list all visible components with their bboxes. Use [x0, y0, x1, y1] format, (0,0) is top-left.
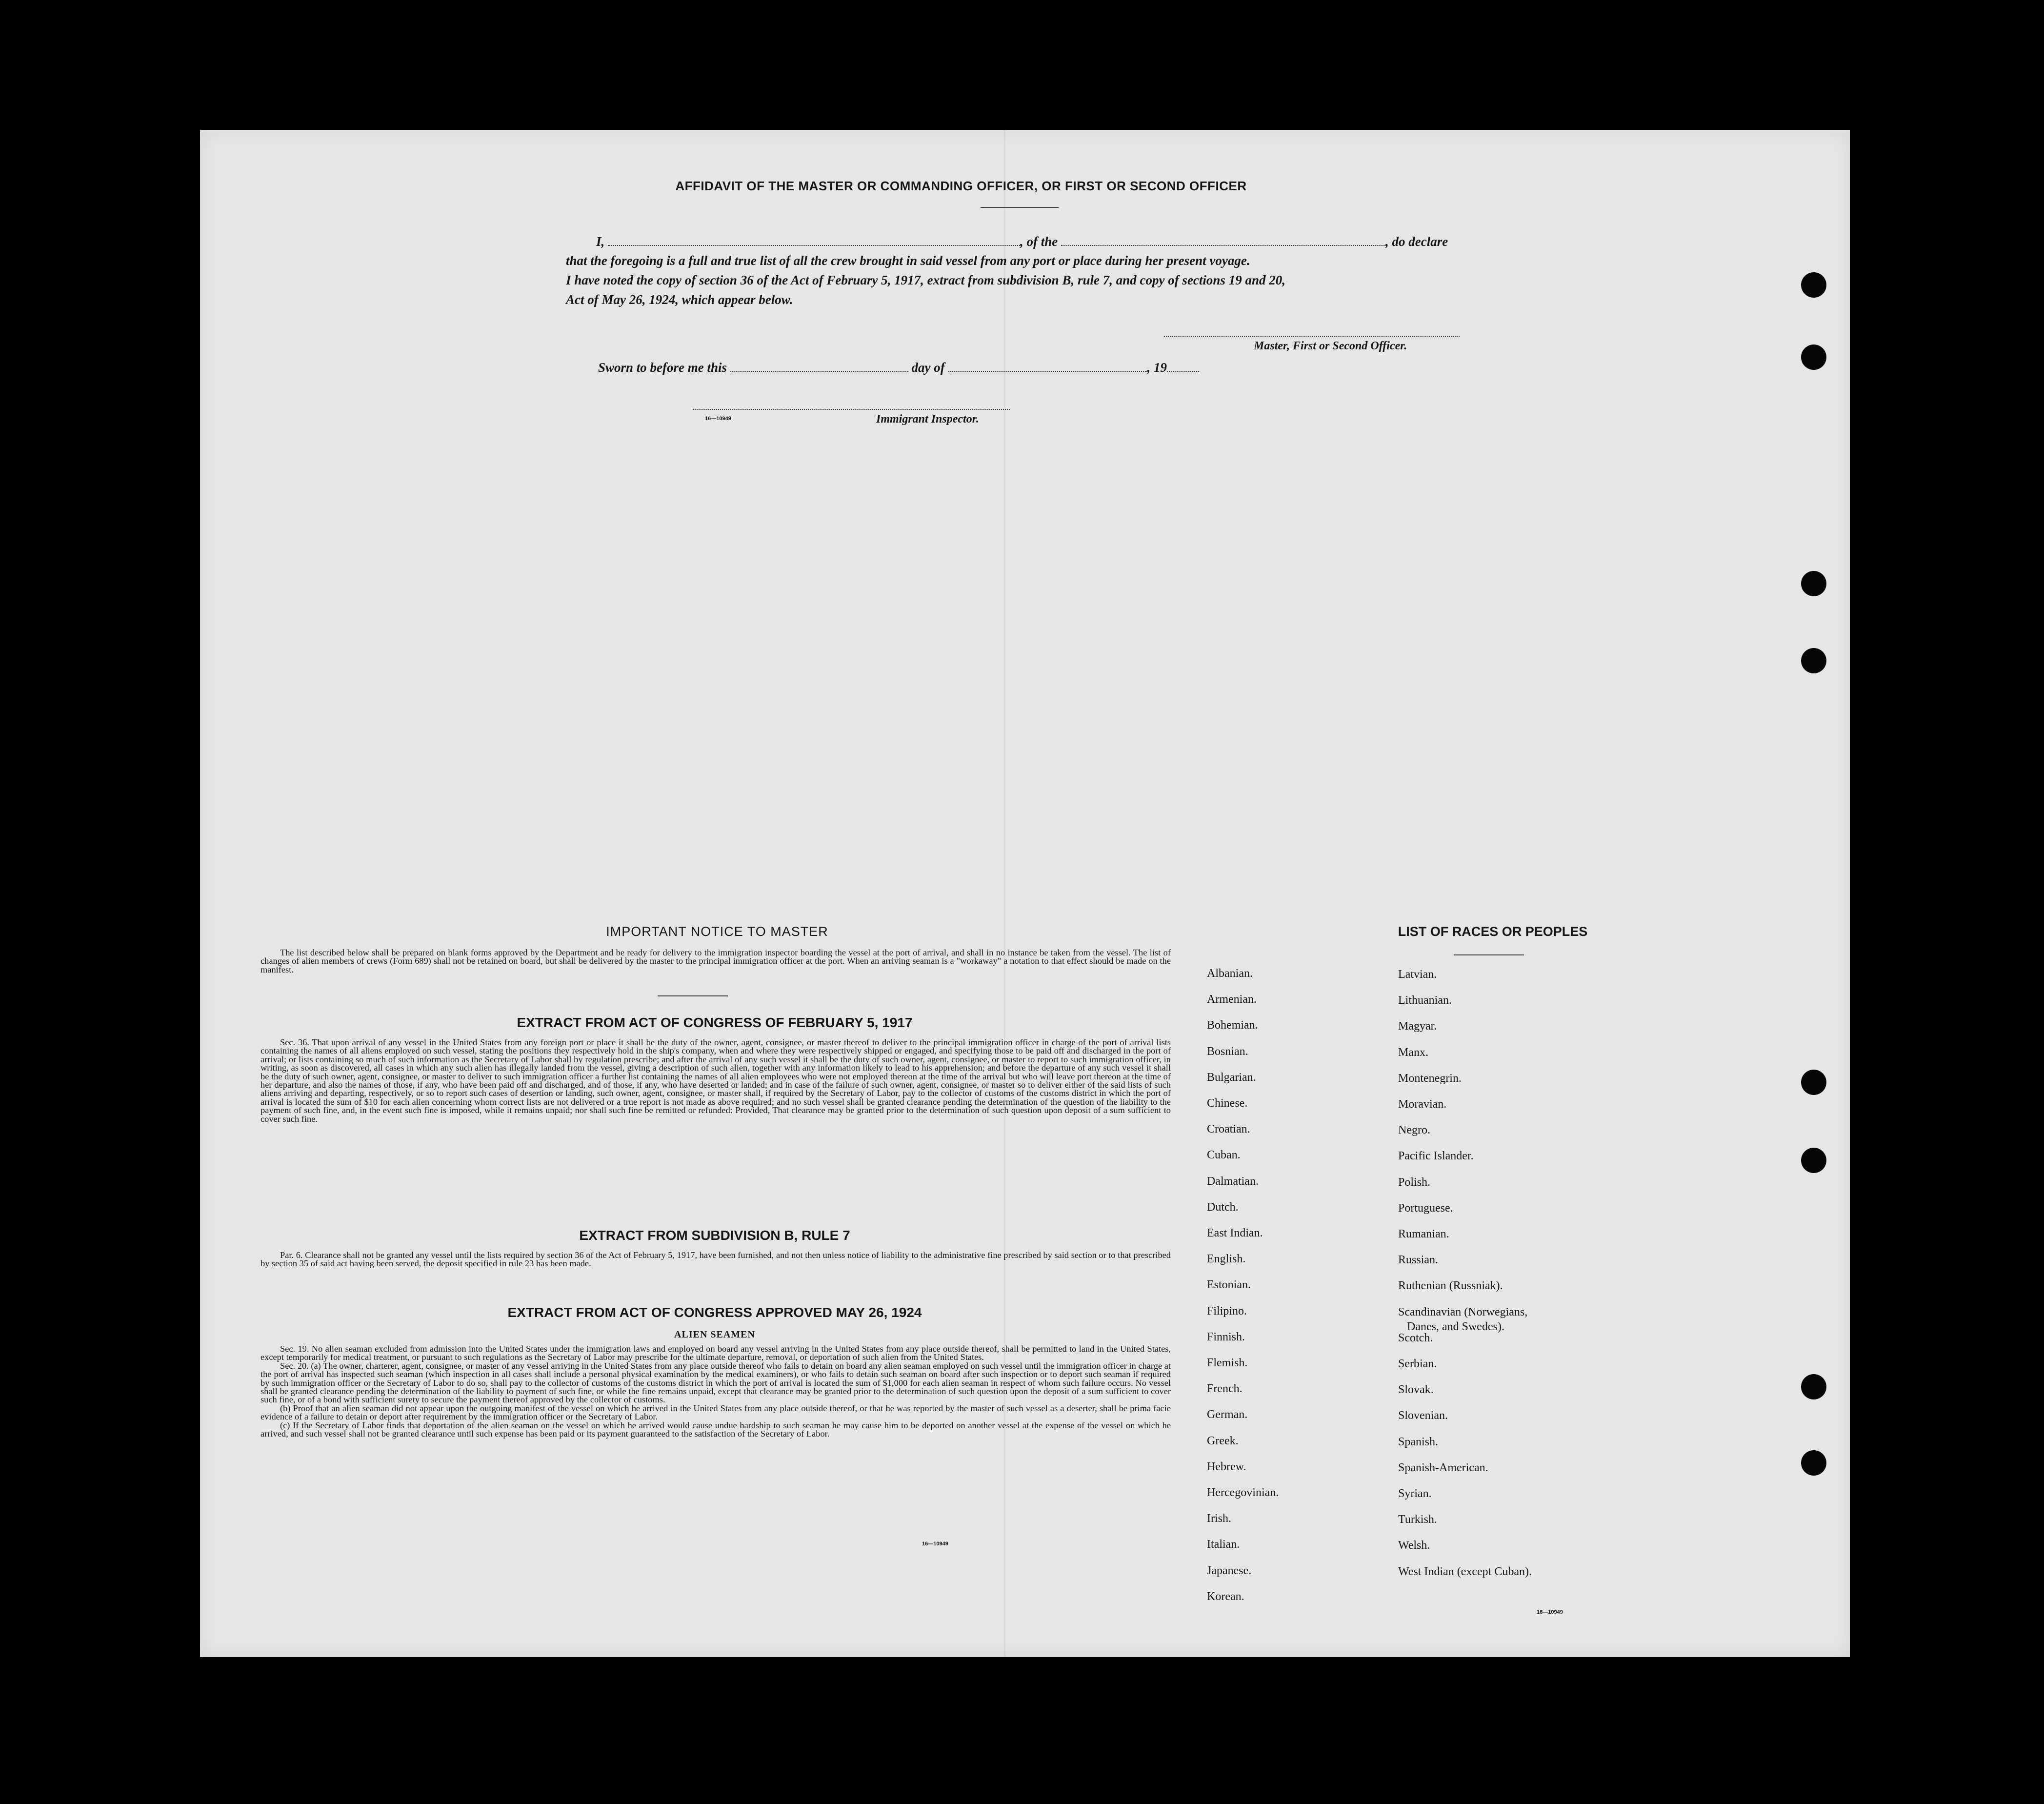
affidavit-line1	[596, 234, 1489, 249]
race-entry: Cuban.	[1207, 1149, 1241, 1162]
section-19-paragraph: Sec. 19. No alien seaman excluded from admission into the United States under the immigration laws and employed on board any vessel arriving in the United States from any place outside thereof, shall be permitted to land in the United States, except temporarily for medical treatment, or pursuant to such regulations as the Secretary of Labor may prescribe for the ultimate departure, removal, or deportation of such alien from the United States.	[261, 1344, 1171, 1362]
punch-hole	[1801, 571, 1826, 596]
vessel-field[interactable]	[1061, 245, 1385, 246]
races-title: LIST OF RACES OR PEOPLES	[1398, 924, 1588, 939]
race-entry: Hercegovinian.	[1207, 1486, 1279, 1499]
race-entry: Rumanian.	[1398, 1228, 1449, 1240]
punch-hole	[1801, 345, 1826, 370]
affidavit-title: AFFIDAVIT OF THE MASTER OR COMMANDING OFFICER, OR FIRST OR SECOND OFFICER	[675, 179, 1247, 193]
rule7-title: EXTRACT FROM SUBDIVISION B, RULE 7	[579, 1228, 850, 1243]
punch-hole	[1801, 1374, 1826, 1399]
race-entry: Greek.	[1207, 1434, 1239, 1447]
race-entry: Magyar.	[1398, 1020, 1437, 1033]
race-entry: Estonian.	[1207, 1278, 1251, 1292]
race-entry: Latvian.	[1398, 968, 1437, 981]
race-entry: Syrian.	[1398, 1487, 1432, 1500]
race-entry: Polish.	[1398, 1176, 1431, 1189]
punch-hole	[1801, 1070, 1826, 1095]
race-entry: Armenian.	[1207, 993, 1257, 1006]
sworn-year-field[interactable]	[1167, 371, 1199, 372]
race-entry: Korean.	[1207, 1590, 1244, 1603]
race-entry: Manx.	[1398, 1046, 1428, 1059]
form-number: 16—10949	[922, 1541, 948, 1547]
race-entry: Bohemian.	[1207, 1019, 1258, 1032]
race-entry: Turkish.	[1398, 1513, 1437, 1526]
punch-hole	[1801, 1148, 1826, 1173]
extract-1924-title: EXTRACT FROM ACT OF CONGRESS APPROVED MAY 26, 1924	[507, 1305, 922, 1320]
notice-paragraph: The list described below shall be prepared on blank forms approved by the Department and be ready for delivery to the immigration inspector boarding the vessel at the port of arrival, and shall in no instance be taken from the vessel. The list of changes of alien members of crews (Form 689) shall not be retained on board, but shall be delivered by the master to the principal immigration officer at the port. When an arriving seaman is a "workaway" a notation to that effect should be made on the manifest.	[261, 948, 1171, 974]
race-entry: East Indian.	[1207, 1227, 1263, 1239]
master-signature-label: Master, First or Second Officer.	[1254, 340, 1407, 352]
extract-1917-text	[261, 1038, 1171, 1123]
race-entry: Italian.	[1207, 1538, 1240, 1551]
race-entry: Ruthenian (Russniak).	[1398, 1279, 1503, 1293]
title-rule	[981, 207, 1059, 208]
race-entry: Irish.	[1207, 1512, 1231, 1525]
notice-text	[261, 949, 1171, 974]
form-number: 16—10949	[705, 416, 731, 422]
inspector-label: Immigrant Inspector.	[876, 413, 979, 426]
race-entry: Dutch.	[1207, 1200, 1239, 1214]
race-entry: Dalmatian.	[1207, 1175, 1259, 1188]
affidavit-line4: Act of May 26, 1924, which appear below.	[566, 292, 793, 307]
race-entry: Serbian.	[1398, 1358, 1437, 1370]
race-entry: Negro.	[1398, 1124, 1430, 1137]
race-entry: French.	[1207, 1382, 1242, 1396]
section-20c-paragraph: (c) If the Secretary of Labor finds that deportation of the alien seaman on the vessel on which he arrived would cause undue hardship to such seaman he may cause him to be deported on another vessel at the expense of the vessel on which he arrived, and such vessel shall not be granted clearance until such expense has been paid or its payment guaranteed to the satisfaction of the Secretary of Labor.	[261, 1420, 1171, 1439]
race-entry: Finnish.	[1207, 1330, 1245, 1343]
race-entry: Flemish.	[1207, 1357, 1248, 1369]
of-the-label: , of the	[1020, 234, 1058, 249]
race-entry: German.	[1207, 1408, 1248, 1421]
affidavit-line3: I have noted the copy of section 36 of the Act of February 5, 1917, extract from subdivision B, rule 7, and copy of sections 19 and 20,	[566, 273, 1285, 287]
notice-title: IMPORTANT NOTICE TO MASTER	[606, 924, 828, 939]
race-entry: Spanish-American.	[1398, 1461, 1488, 1474]
race-entry: Filipino.	[1207, 1304, 1247, 1318]
race-entry: Scotch.	[1398, 1331, 1433, 1344]
race-entry: Spanish.	[1398, 1435, 1439, 1448]
i-label: I,	[596, 234, 605, 249]
race-entry: Scandinavian (Norwegians, Danes, and Swedes).	[1398, 1305, 1528, 1333]
punch-hole	[1801, 1450, 1826, 1476]
rule7-paragraph: Par. 6. Clearance shall not be granted any vessel until the lists required by section 36 of the Act of February 5, 1917, have been furnished, and not then unless notice of liability to the administrative fine prescribed by said section or to that prescribed by section 35 of said act having been served, the deposit specified in rule 23 has been made.	[261, 1250, 1171, 1269]
punch-hole	[1801, 272, 1826, 298]
document-sheet	[200, 130, 1850, 1657]
race-entry: Welsh.	[1398, 1539, 1430, 1552]
race-entry: Russian.	[1398, 1254, 1439, 1267]
rule7-text	[261, 1251, 1171, 1268]
section-36-paragraph: Sec. 36. That upon arrival of any vessel in the United States from any foreign port or place it shall be the duty of the owner, agent, consignee, or master thereof to deliver to the principal immigration officer in charge of the port of arrival lists containing the names of all aliens employed on such vessel, stating the positions they respectively hold in the ship's company, when and where they were respectively shipped or engaged, and specifying those to be paid off and discharged in the port of arrival; or lists containing so much of such information as the Secretary of Labor shall by regulation prescribe; and after the arrival of any such vessel it shall be the duty of such owner, agent, consignee, or master to report to such immigration officer, in writing, as soon as discovered, all cases in which any such alien has illegally landed from the vessel, giving a description of such alien, together with any information likely to lead to his apprehension; and before the departure of any such vessel it shall be the duty of such owner, agent, consignee, or master to deliver to such immigration officer a further list containing the names of all alien employees who were not employed thereon at the time of the arrival but who will leave port thereon at the time of her departure, and also the names of those, if any, who have been paid off and discharged, and of those, if any, who have deserted or landed; and in case of the failure of such owner, agent, consignee, or master so to deliver either of the said lists of such aliens arriving and departing, respectively, or so to report such cases of desertion or landing, such owner, agent, consignee, or master shall, if required by the Secretary of Labor, pay to the collector of customs of the customs district in which the port of arrival is located the sum of $10 for each alien concerning whom correct lists are not delivered or a true report is not made as above required; and no such vessel shall be granted clearance pending the determination of the question of the liability to the payment of such fine, and, in the event such fine is imposed, while it remains unpaid; nor shall such fine be remitted or refunded: Provided, That clearance may be granted prior to the determination of such question upon deposit of a sum sufficient to cover such fine.	[261, 1037, 1171, 1124]
form-number: 16—10949	[1537, 1609, 1563, 1615]
race-entry: Albanian.	[1207, 967, 1253, 980]
race-entry: Bosnian.	[1207, 1045, 1248, 1058]
master-signature-field[interactable]	[1164, 336, 1460, 337]
extract-1917-title: EXTRACT FROM ACT OF CONGRESS OF FEBRUARY 5, 1917	[517, 1015, 913, 1030]
race-entry: Portuguese.	[1398, 1201, 1453, 1215]
race-entry: Croatian.	[1207, 1123, 1250, 1136]
punch-hole	[1801, 648, 1826, 673]
race-entry: Moravian.	[1398, 1098, 1447, 1111]
year-label: , 19	[1147, 360, 1167, 375]
race-entry: Chinese.	[1207, 1097, 1248, 1110]
races-rule	[1454, 954, 1524, 955]
section-20a-paragraph: Sec. 20. (a) The owner, charterer, agent, consignee, or master of any vessel arriving in the United States from any place outside thereof who fails to detain on board any alien seaman employed on such vessel until the immigration officer in charge at the port of arrival has inspected such seaman (which inspection in all cases shall include a personal physical examination by the medical examiners), or who fails to detain such seaman on board after such inspection or to deport such seaman if required by such immigration officer or the Secretary of Labor to do so, shall pay to the collector of customs of the customs district in which the port of arrival is located the sum of $1,000 for each alien seaman in respect of whom such failure occurs. No vessel shall be granted clearance pending the determination of the liability to payment of such fine, or while the fine remains unpaid, except that clearance may be granted prior to the determination of such question upon the deposit of a sum sufficient to cover such fine, or of a bond with sufficient surety to secure the payment thereof approved by the collector of customs.	[261, 1360, 1171, 1405]
inspector-signature-field[interactable]	[693, 409, 1010, 410]
declare-label: , do declare	[1385, 234, 1448, 249]
race-entry: West Indian (except Cuban).	[1398, 1565, 1532, 1578]
race-entry: Bulgarian.	[1207, 1071, 1256, 1084]
extract-1924-text	[261, 1345, 1171, 1438]
race-entry: English.	[1207, 1253, 1246, 1266]
day-of-label: day of	[911, 360, 945, 375]
notice-rule	[658, 995, 728, 996]
sworn-day-field[interactable]	[730, 371, 908, 372]
section-20b-paragraph: (b) Proof that an alien seaman did not appear upon the outgoing manifest of the vessel on which he arrived in the United States from any place outside thereof, or that he was reported by the master of such vessel as a deserter, shall be prima facie evidence of a failure to detain or deport after requirement by the immigration officer or the Secretary of Labor.	[261, 1403, 1171, 1422]
race-entry: Montenegrin.	[1398, 1072, 1462, 1085]
name-field[interactable]	[608, 245, 1020, 246]
sworn-label: Sworn to before me this	[598, 360, 727, 375]
race-entry: Slovak.	[1398, 1383, 1434, 1397]
race-entry: Japanese.	[1207, 1564, 1252, 1577]
race-entry: Pacific Islander.	[1398, 1150, 1474, 1163]
race-entry: Hebrew.	[1207, 1460, 1246, 1473]
race-entry: Slovenian.	[1398, 1409, 1448, 1422]
race-entry: Lithuanian.	[1398, 994, 1452, 1007]
affidavit-line2: that the foregoing is a full and true list of all the crew brought in said vessel from any port or place during her present voyage.	[566, 253, 1250, 268]
sworn-month-field[interactable]	[948, 371, 1147, 372]
alien-seamen-subtitle: ALIEN SEAMEN	[674, 1329, 755, 1340]
sworn-line	[598, 360, 1199, 375]
